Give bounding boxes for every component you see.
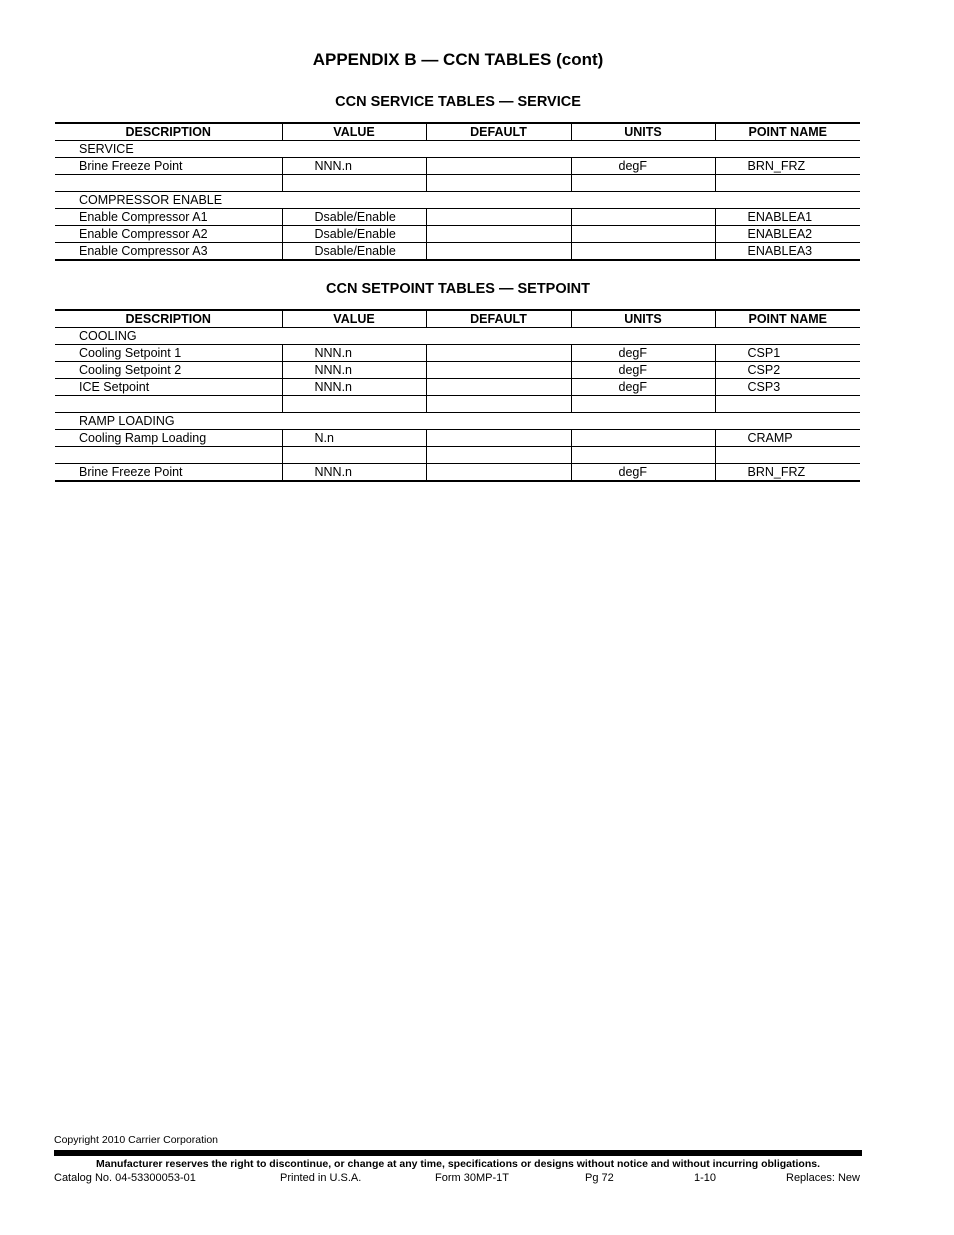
default-cell [426, 362, 571, 379]
description-cell: Cooling Setpoint 1 [55, 345, 282, 362]
column-header: POINT NAME [715, 123, 860, 141]
point-name-cell: CSP3 [715, 379, 860, 396]
value-cell: NNN.n [282, 345, 426, 362]
default-cell [426, 464, 571, 482]
empty-cell [282, 447, 426, 464]
footer-bar [54, 1150, 862, 1156]
description-cell: Cooling Setpoint 2 [55, 362, 282, 379]
service-table-title: CCN SERVICE TABLES — SERVICE [335, 94, 581, 110]
group-label: COOLING [55, 328, 860, 345]
setpoint-table [55, 309, 860, 482]
point-name-cell: ENABLEA3 [715, 243, 860, 261]
group-label: SERVICE [55, 141, 860, 158]
point-name-cell: BRN_FRZ [715, 464, 860, 482]
units-cell [571, 430, 715, 447]
units-cell [571, 243, 715, 261]
description-cell: Brine Freeze Point [55, 464, 282, 482]
table-row [55, 362, 860, 379]
value-cell: NNN.n [282, 362, 426, 379]
column-header: VALUE [282, 123, 426, 141]
description-cell: Enable Compressor A3 [55, 243, 282, 261]
service-table [55, 122, 860, 261]
point-name-cell: CSP1 [715, 345, 860, 362]
value-cell: N.n [282, 430, 426, 447]
table-row [55, 158, 860, 175]
blank-row [55, 175, 860, 192]
replaces: Replaces: New [786, 1172, 860, 1184]
column-header: VALUE [282, 310, 426, 328]
description-cell: ICE Setpoint [55, 379, 282, 396]
empty-cell [55, 447, 282, 464]
column-header: DESCRIPTION [55, 310, 282, 328]
units-cell [571, 209, 715, 226]
empty-cell [715, 396, 860, 413]
description-cell: Brine Freeze Point [55, 158, 282, 175]
group-label: RAMP LOADING [55, 413, 860, 430]
column-header: DEFAULT [426, 123, 571, 141]
point-name-cell: BRN_FRZ [715, 158, 860, 175]
default-cell [426, 345, 571, 362]
blank-row [55, 447, 860, 464]
units-cell: degF [571, 464, 715, 482]
default-cell [426, 379, 571, 396]
default-cell [426, 158, 571, 175]
units-cell: degF [571, 362, 715, 379]
blank-row [55, 396, 860, 413]
units-cell: degF [571, 379, 715, 396]
value-cell: NNN.n [282, 379, 426, 396]
empty-cell [571, 447, 715, 464]
description-cell: Enable Compressor A2 [55, 226, 282, 243]
value-cell: Dsable/Enable [282, 243, 426, 261]
disclaimer: Manufacturer reserves the right to discontinue, or change at any time, specifications or designs without notice and without incurring obligations. [95, 1158, 820, 1170]
point-name-cell: CRAMP [715, 430, 860, 447]
setpoint-table-title: CCN SETPOINT TABLES — SETPOINT [326, 281, 590, 297]
column-header: UNITS [571, 123, 715, 141]
default-cell [426, 226, 571, 243]
table-row [55, 379, 860, 396]
form-number: Form 30MP-1T [435, 1172, 509, 1184]
value-cell: Dsable/Enable [282, 209, 426, 226]
column-header: UNITS [571, 310, 715, 328]
group-row [55, 192, 860, 209]
empty-cell [55, 396, 282, 413]
empty-cell [426, 447, 571, 464]
table-row [55, 345, 860, 362]
table-row [55, 464, 860, 482]
value-cell: Dsable/Enable [282, 226, 426, 243]
empty-cell [715, 447, 860, 464]
column-header: DEFAULT [426, 310, 571, 328]
column-header: POINT NAME [715, 310, 860, 328]
empty-cell [571, 175, 715, 192]
empty-cell [282, 175, 426, 192]
empty-cell [715, 175, 860, 192]
default-cell [426, 209, 571, 226]
units-cell: degF [571, 345, 715, 362]
value-cell: NNN.n [282, 464, 426, 482]
group-row [55, 328, 860, 345]
print-date: 1-10 [694, 1172, 717, 1184]
point-name-cell: CSP2 [715, 362, 860, 379]
empty-cell [55, 175, 282, 192]
description-cell: Enable Compressor A1 [55, 209, 282, 226]
table-header-row [55, 310, 860, 328]
table-row [55, 226, 860, 243]
copyright: Copyright 2010 Carrier Corporation [54, 1134, 218, 1146]
point-name-cell: ENABLEA2 [715, 226, 860, 243]
units-cell [571, 226, 715, 243]
table-row [55, 430, 860, 447]
group-row [55, 141, 860, 158]
table-row [55, 243, 860, 261]
empty-cell [571, 396, 715, 413]
default-cell [426, 430, 571, 447]
point-name-cell: ENABLEA1 [715, 209, 860, 226]
value-cell: NNN.n [282, 158, 426, 175]
group-label: COMPRESSOR ENABLE [55, 192, 860, 209]
empty-cell [426, 175, 571, 192]
catalog-number: Catalog No. 04-53300053-01 [54, 1172, 196, 1184]
empty-cell [282, 396, 426, 413]
units-cell: degF [571, 158, 715, 175]
description-cell: Cooling Ramp Loading [55, 430, 282, 447]
group-row [55, 413, 860, 430]
column-header: DESCRIPTION [55, 123, 282, 141]
page-number: Pg 72 [585, 1172, 614, 1184]
page-title: APPENDIX B — CCN TABLES (cont) [312, 50, 604, 69]
default-cell [426, 243, 571, 261]
printed-in: Printed in U.S.A. [280, 1172, 362, 1184]
table-header-row [55, 123, 860, 141]
table-row [55, 209, 860, 226]
empty-cell [426, 396, 571, 413]
